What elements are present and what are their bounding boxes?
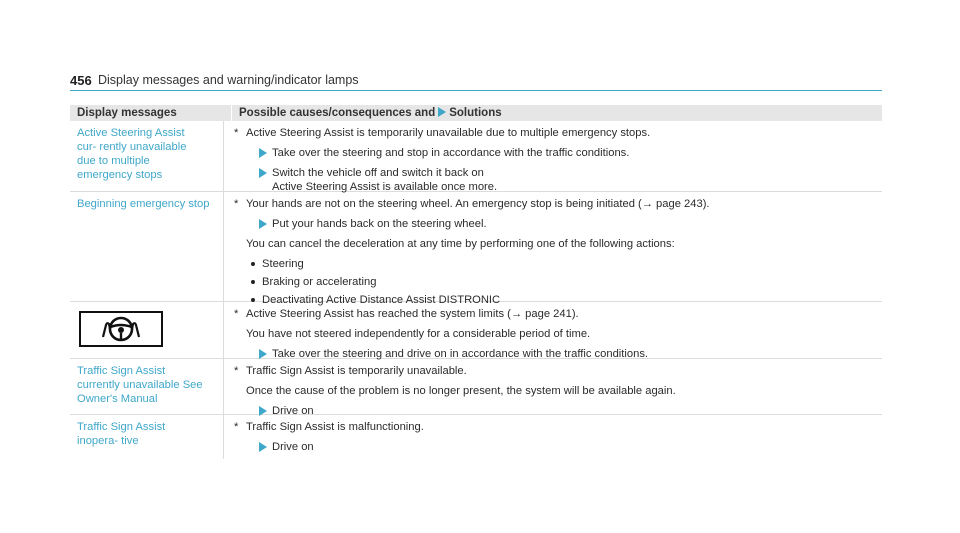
table-header [70,105,882,121]
col-header-solutions-label: Solutions [449,107,502,119]
messages-table [70,105,882,459]
display-message: Active Steering Assist cur- rently unavailable due to multiple emergency stops [70,121,224,191]
table-row [70,302,882,359]
cause-cell: * Active Steering Assist has reached the system limits (→ page 241). You have not steered independently for a considerable period of time. Take over the steering and drive on in accordance with the traffic conditions. [224,302,882,358]
solution-step: Take over the steering and drive on in accordance with the traffic conditions. [234,347,882,361]
solution-step: Take over the steering and stop in accordance with the traffic conditions. [234,146,882,160]
solution-step: Switch the vehicle off and switch it back on Active Steering Assist is available once more. [234,166,882,194]
col-header-causes [232,105,882,121]
note-text: Once the cause of the problem is no longer present, the system will be available again. [246,385,676,397]
cause-text: Traffic Sign Assist is temporarily unavailable. [246,365,467,377]
note-text: You can cancel the deceleration at any time by performing one of the following actions: [246,238,675,250]
page-header [70,70,882,91]
col-header-messages: Display messages [70,105,232,121]
cause-text: Active Steering Assist is temporarily unavailable due to multiple emergency stops. [246,127,651,139]
display-message: Beginning emergency stop [70,192,224,301]
display-message: Traffic Sign Assist currently unavailable See Owner's Manual [70,359,224,414]
list-item: Deactivating Active Distance Assist DISTRONIC [234,293,882,307]
step-arrow-icon [259,219,267,229]
list-item: Steering [234,257,882,271]
steering-hands-icon [79,311,163,347]
cause-text: Your hands are not on the steering wheel. An emergency stop is being initiated (→ page 243). [246,198,710,210]
icon-cell [70,302,224,358]
cause-cell: * Traffic Sign Assist is temporarily unavailable. Once the cause of the problem is no longer present, the system will be available again. Drive on [224,359,882,414]
cause-text: Active Steering Assist has reached the system limits (→ page 241). [246,308,579,320]
step-arrow-icon [259,442,267,452]
cause-text: Traffic Sign Assist is malfunctioning. [246,421,424,433]
table-row [70,192,882,306]
cause-cell: * Traffic Sign Assist is malfunctioning. Drive on [224,415,882,459]
step-arrow-icon [259,349,267,359]
list-item: Braking or accelerating [234,275,882,289]
display-message: Traffic Sign Assist inopera- tive [70,415,224,459]
step-arrow-icon [259,168,267,178]
table-row [70,415,882,459]
cause-cell: * Your hands are not on the steering wheel. An emergency stop is being initiated (→ page 243). Put your hands back on the steering wheel. You can cancel the deceleration at any time by performing one of the following actions: Steering Braking or accelerating Deactivating Active Distance Assist DISTRONIC [224,192,882,301]
table-row [70,121,882,192]
step-result: Active Steering Assist is available once more. [272,181,498,193]
note-text: You have not steered independently for a considerable period of time. [246,328,591,340]
solution-step: Drive on [234,404,882,418]
solution-step: Drive on [234,440,882,454]
solution-arrow-icon [438,107,446,117]
step-arrow-icon [259,148,267,158]
page-number: 456 [70,73,92,88]
page-title: Display messages and warning/indicator lamps [98,73,359,87]
col-header-causes-label: Possible causes/consequences and [239,107,436,119]
table-row [70,359,882,415]
solution-step: Put your hands back on the steering wheel. [234,217,882,231]
cause-cell: * Active Steering Assist is temporarily unavailable due to multiple emergency stops. Take over the steering and stop in accordance with the traffic conditions. Switch the vehicle off and switch it back on Active Steering Assist is available once more. [224,121,882,191]
